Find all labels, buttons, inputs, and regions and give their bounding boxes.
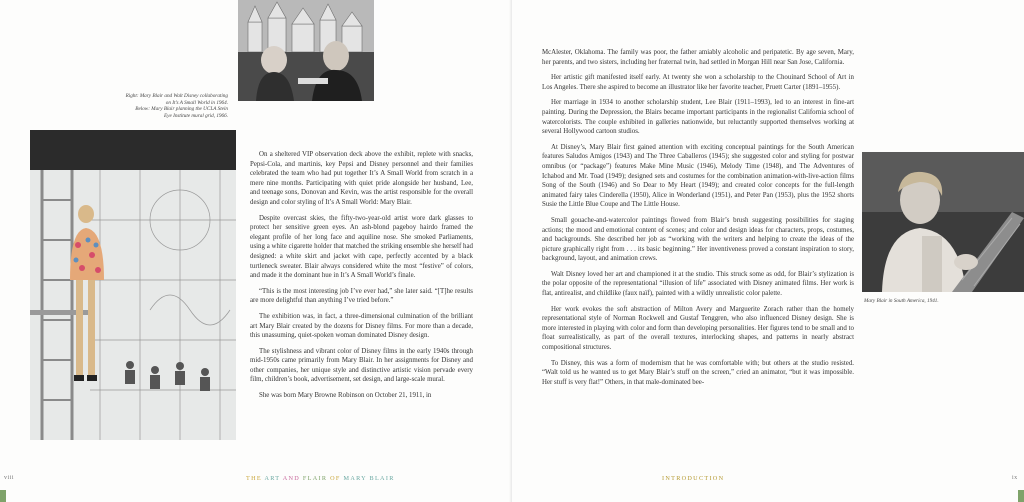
caption-line-3: Below: Mary Blair planning the UCLA Stein	[135, 106, 228, 113]
left-paragraph-1: On a sheltered VIP observation deck above the exhibit, replete with snacks, Pepsi-Cola, and martinis, key Pepsi and Disney personnel and their families celebrated the team who had put together It’s A Small World from scratch in a mere nine months. Participating with quiet pride alongside her husband, Lee, and teenage sons, Donovan and Kevin, was the artist responsible for the overall design and color styling of It’s A Small World: Mary Blair.	[250, 151, 473, 206]
left-paragraph-3: “This is the most interesting job I’ve ever had,” she later said. “[T]he results are more delightful than anything I’ve tried before.”	[250, 287, 473, 305]
caption-line-2: on It’s A Small World in 1964.	[165, 99, 228, 106]
right-paragraph-5: Small gouache-and-watercolor paintings flowed from Blair’s brush suggesting possibilities for staging actions; the mood and emotional content of scenes; and color and design ideas for characters, props, costumes, and backgrounds. She described her job as “working with the writers and helping to create the ideas of the picture graphically right from . . . its basic beginning.” Her inventiveness proved a constant inspiration to story, background, layout, and animation crews.	[542, 216, 854, 263]
color-tab-left	[0, 490, 6, 502]
left-body-column	[250, 150, 473, 407]
running-head-art: ART	[264, 475, 281, 482]
running-head-the: THE	[246, 475, 265, 482]
photo-blair-south-america-image	[862, 152, 1024, 292]
right-paragraph-4: At Disney’s, Mary Blair first gained attention with exciting conceptual paintings for the South American features Saludos Amigos (1943) and The Three Caballeros (1945); she suggested color and styling for postwar omnibus (or “package”) features Make Mine Music (1946), Melody Time (1948), and The Adventures of Ichabod and Mr. Toad (1949); designed sets and costumes for the combination animation-with-live-action films Song of the South (1946) and So Dear to My Heart (1949); and created color concepts for the full-length animated fairy tales Cinderella (1950), Alice in Wonderland (1951), and Peter Pan (1953), plus the 1952 shorts Susie the Little Blue Coupe and The Little House.	[542, 143, 854, 209]
right-paragraph-7: Her work evokes the soft abstraction of Milton Avery and Marguerite Zorach rather than the homely representational style of Norman Rockwell and Gustaf Tenggren, who also influenced Disney design. She is more interested in playing with color and form than developing personalities. Her figures tend to be small and to float surrealistically, as part of the overall textures, interlocking shapes, and patterns in nearly abstract compositional structures.	[542, 305, 854, 352]
color-tab-right	[1018, 490, 1024, 502]
running-head-flair: FLAIR	[302, 475, 328, 482]
right-paragraph-3: Her marriage in 1934 to another scholarship student, Lee Blair (1911–1993), led to an interest in fine-art painting. During the Depression, the Blairs became important participants in the regionalist California school of watercolorists. The couple exhibited in galleries nationwide, but reluctantly supported themselves working at several Hollywood cartoon studios.	[542, 99, 854, 136]
running-head-mary-blair: MARY BLAIR	[343, 475, 395, 482]
photo-blair-mural-image	[30, 130, 236, 440]
photo-caption-right: Mary Blair in South America, 1941.	[864, 298, 939, 304]
right-page	[512, 0, 1024, 502]
folio-left: viii	[4, 475, 15, 481]
left-paragraph-5: The stylishness and vibrant color of Disney films in the early 1940s through mid-1950s came primarily from Mary Blair. In her assignments for Disney and other companies, her unique style and distinctive artistic vision pervade every film, children’s book, advertisement, set design, and large-scale mural.	[250, 347, 473, 384]
right-paragraph-2: Her artistic gift manifested itself early. At twenty she won a scholarship to the Chouinard School of Art in Los Angeles. There she aspired to become an illustrator like her favorite teacher, Pruett Carter (1891–1955).	[542, 74, 854, 91]
photo-caption-left	[60, 93, 228, 119]
running-head-of: OF	[327, 475, 344, 482]
photo-blair-south-america	[862, 152, 1024, 292]
running-head-and: AND	[280, 475, 303, 482]
left-paragraph-2: Despite overcast skies, the fifty-two-year-old artist wore dark glasses to protect her sensitive green eyes. An ash-blond pageboy hairdo framed the elegant profile of her long face and aquiline nose. She smoked Parliaments, using a white cigarette holder that matched the striking ensemble she herself had designed: a white skirt and jacket with cape, perfectly accented by a black turtleneck sweater. Blair always considered white the most “festive” of colors, and made it the dominant hue in It’s A Small World’s finale.	[250, 214, 473, 280]
running-head-right: INTRODUCTION	[662, 475, 725, 482]
right-paragraph-8: To Disney, this was a form of modernism that he was comfortable with; but others at the studio resisted. “Walt told us he wanted us to get Mary Blair’s stuff on the screen,” cried an animator, “but it was impossible. Her stuff is very flat!” Others, in that male-dominated bee-	[542, 359, 854, 386]
left-paragraph-6: She was born Mary Browne Robinson on October 21, 1911, in	[259, 392, 432, 400]
right-body-column	[542, 48, 854, 393]
running-head-left	[246, 475, 395, 482]
caption-line-4: Eye Institute mural grid, 1966.	[164, 112, 228, 119]
right-paragraph-6: Walt Disney loved her art and championed it at the studio. This struck some as odd, for Blair’s stylization is the polar opposite of the representational “illusion of life” associated with Disney animated films. Her work is flat, antirealist, and childlike (faux naïf), painted with a wildly unrealistic color palette.	[542, 270, 854, 298]
folio-right: ix	[1012, 475, 1018, 481]
photo-blair-and-disney	[238, 0, 374, 101]
photo-blair-and-disney-image	[238, 0, 374, 101]
photo-blair-mural	[30, 130, 236, 440]
right-paragraph-1: McAlester, Oklahoma. The family was poor, the father amiably alcoholic and peripatetic. By age seven, Mary, her parents, and two sisters, including her fraternal twin, had settled in Morgan Hill near San Jose, California.	[542, 49, 854, 66]
left-paragraph-4: The exhibition was, in fact, a three-dimensional culmination of the brilliant art Mary Blair created by the dozens for Disney films. For more than a decade, this unassuming, quiet-spoken woman dominated Disney design.	[250, 312, 473, 340]
caption-line-1: Right: Mary Blair and Walt Disney collaborating	[125, 93, 228, 99]
